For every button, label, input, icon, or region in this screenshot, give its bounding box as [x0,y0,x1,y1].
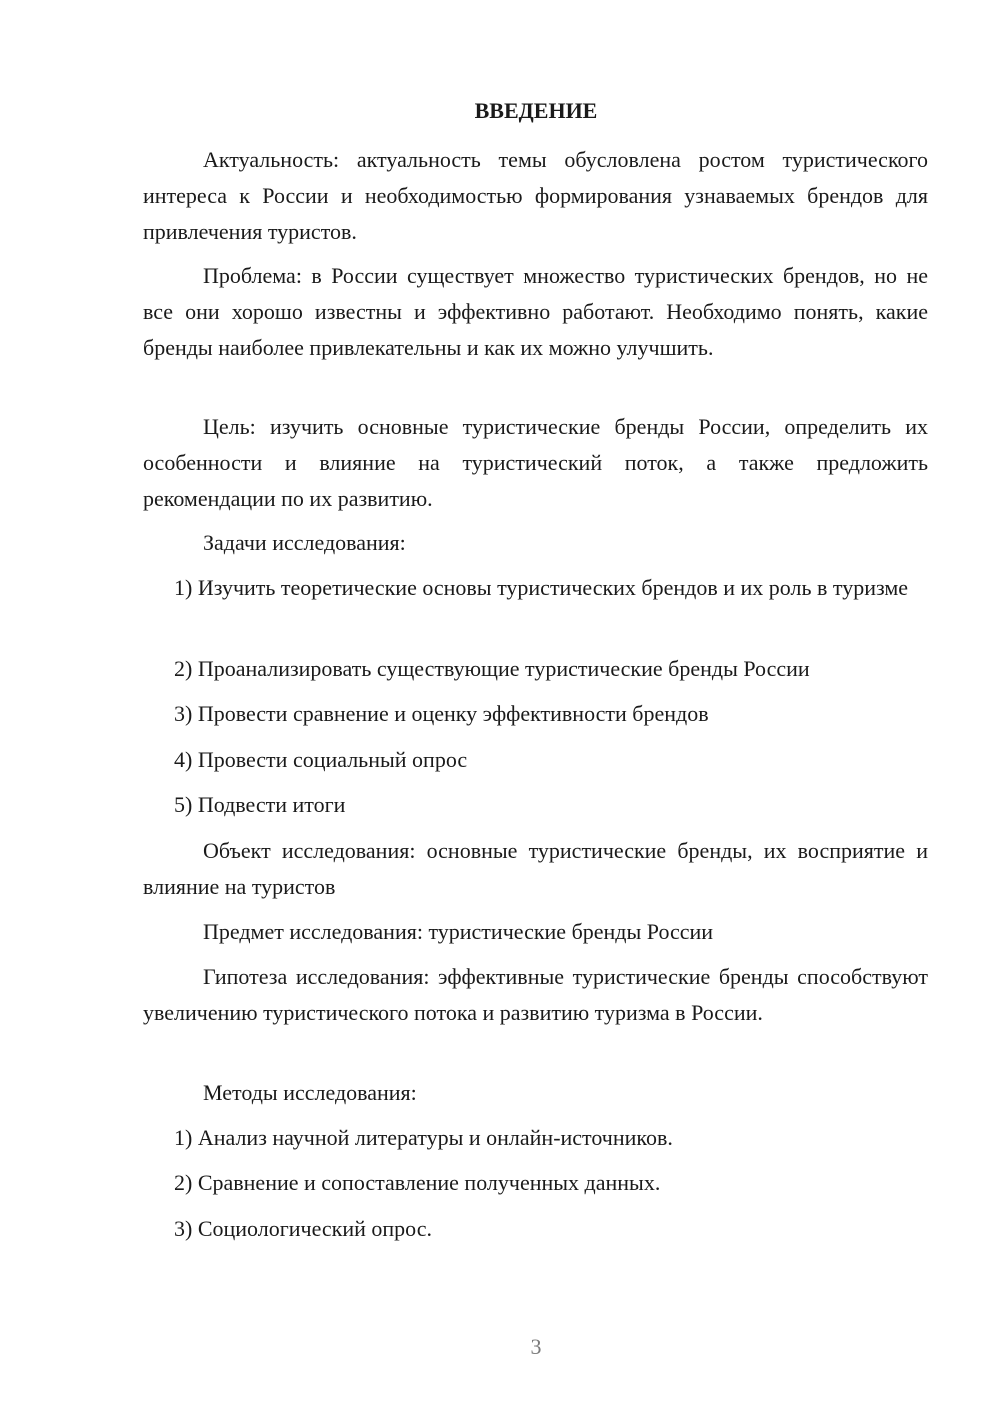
task-item-4: 4) Провести социальный опрос [174,747,468,772]
object-paragraph: Объект исследования: основные туристические бренды, их восприятие и влияние на туристов [143,838,928,899]
task-item-5: 5) Подвести итоги [174,792,346,817]
method-item-3: 3) Социологический опрос. [174,1216,432,1241]
goal-paragraph: Цель: изучить основные туристические бренды России, определить их особенности и влияние на туристический поток, а также предложить рекомендации по их развитию. [143,414,928,511]
task-item-1: 1) Изучить теоретические основы туристических брендов и их роль в туризме [174,575,909,600]
tasks-heading: Задачи исследования: [203,530,406,555]
hypothesis-paragraph: Гипотеза исследования: эффективные туристические бренды способствуют увеличению туристического потока и развитию туризма в России. [143,964,928,1025]
relevance-paragraph: Актуальность: актуальность темы обусловлена ростом туристического интереса к России и необходимостью формирования узнаваемых брендов для привлечения туристов. [143,147,928,244]
page-title: ВВЕДЕНИЕ [474,98,598,123]
methods-heading: Методы исследования: [203,1080,417,1105]
method-item-2: 2) Сравнение и сопоставление полученных данных. [174,1170,661,1195]
task-item-3: 3) Провести сравнение и оценку эффективности брендов [174,701,709,726]
page-number: 3 [530,1334,542,1359]
method-item-1: 1) Анализ научной литературы и онлайн-источников. [174,1125,673,1150]
problem-paragraph: Проблема: в России существует множество туристических брендов, но не все они хорошо известны и эффективно работают. Необходимо понять, какие бренды наиболее привлекательны и как их можно улучшить. [143,263,928,360]
task-item-2: 2) Проанализировать существующие туристические бренды России [174,656,810,681]
subject-paragraph: Предмет исследования: туристические бренды России [203,919,714,944]
